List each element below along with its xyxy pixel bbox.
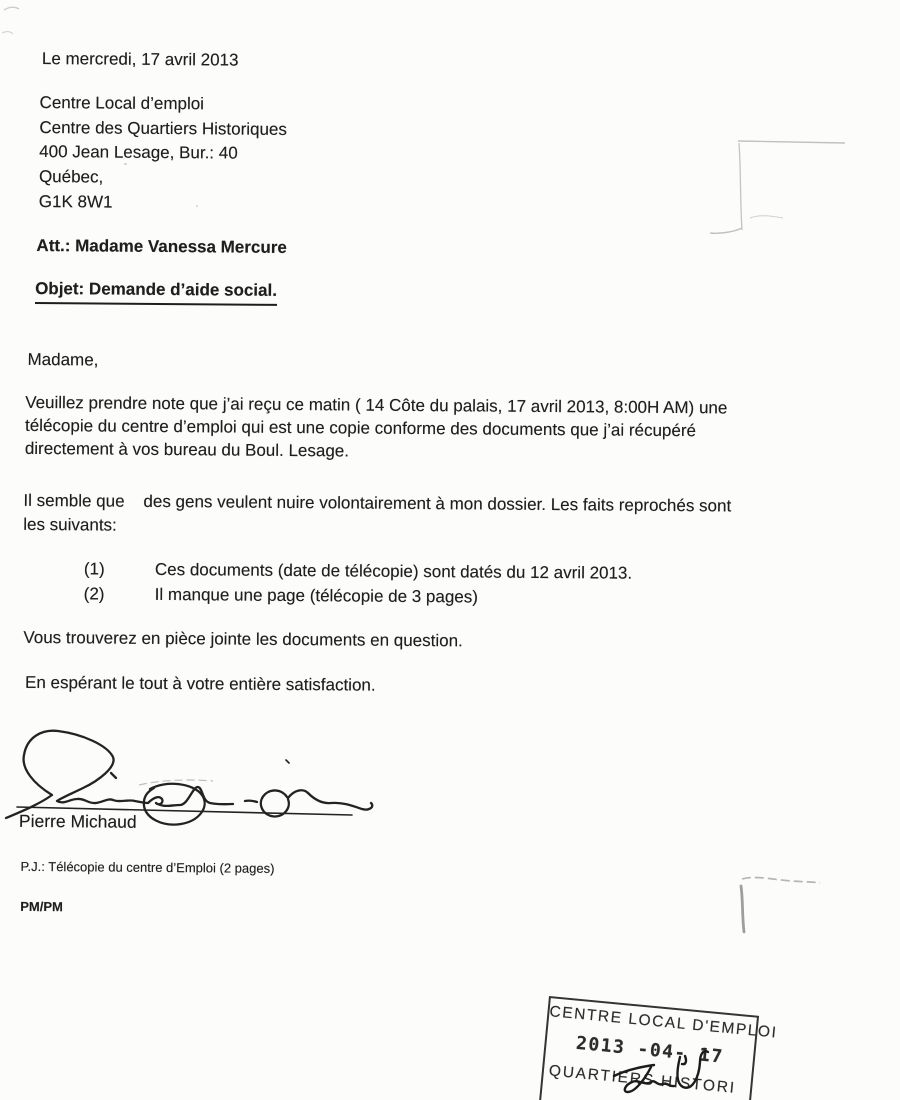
subject-line: Objet: Demande d’aide social. — [35, 277, 277, 306]
list-item-text: Il manque une page (télécopie de 3 pages) — [154, 584, 479, 607]
paragraph-line: Il semble que des gens veulent nuire volontairement à mon dossier. Les faits reprochés sont — [23, 490, 732, 516]
signatory-name: Pierre Michaud — [18, 810, 137, 832]
salutation: Madame, — [27, 349, 99, 370]
paragraph-1 — [25, 391, 728, 466]
stamp-office-name-2: QUARTIERS HISTORI — [548, 1062, 737, 1097]
paragraph-line: les suivants: — [23, 514, 117, 535]
paragraph-4: En espérant le tout à votre entière satisfaction. — [24, 672, 376, 695]
paragraph-line: Veuillez prendre note que j’ai reçu ce matin ( 14 Côte du palais, 17 avril 2013, 8:00H AM) une — [25, 392, 728, 418]
stamp-date: 2013 -04- 17 — [575, 1032, 725, 1068]
recipient-line: Québec, — [38, 167, 104, 187]
list-item-marker: (2) — [83, 584, 105, 604]
recipient-line: 400 Jean Lesage, Bur.: 40 — [39, 142, 238, 163]
handwritten-initials — [606, 1042, 710, 1100]
list-item — [84, 581, 632, 610]
recipient-line: G1K 8W1 — [38, 191, 113, 212]
paragraph-line: télécopie du centre d’emploi qui est une copie conforme des documents que j’ai récupéré — [24, 415, 697, 441]
recipient-line: Centre Local d’emploi — [39, 92, 205, 114]
numbered-list — [84, 556, 633, 610]
enclosure-line: P.J.: Télécopie du centre d’Emploi (2 pages) — [20, 858, 275, 876]
attention-line: Att.: Madame Vanessa Mercure — [36, 235, 287, 257]
recipient-address — [39, 91, 288, 216]
signature-scribble — [0, 713, 400, 838]
reference-initials: PM/PM — [20, 898, 63, 915]
stamp-office-name: CENTRE LOCAL D'EMPLOI — [548, 1003, 779, 1042]
list-item-text: Ces documents (date de télécopie) sont datés du 12 avril 2013. — [154, 559, 633, 583]
paragraph-line: directement à vos bureau du Boul. Lesage. — [24, 438, 350, 461]
paragraph-2 — [23, 489, 731, 543]
date-line: Le mercredi, 17 avril 2013 — [41, 49, 239, 70]
list-item-marker: (1) — [83, 559, 105, 579]
subject-block — [35, 277, 277, 306]
recipient-line: Centre des Quartiers Historiques — [39, 117, 288, 139]
paragraph-3: Vous trouverez en pièce jointe les documents en question. — [23, 627, 463, 651]
